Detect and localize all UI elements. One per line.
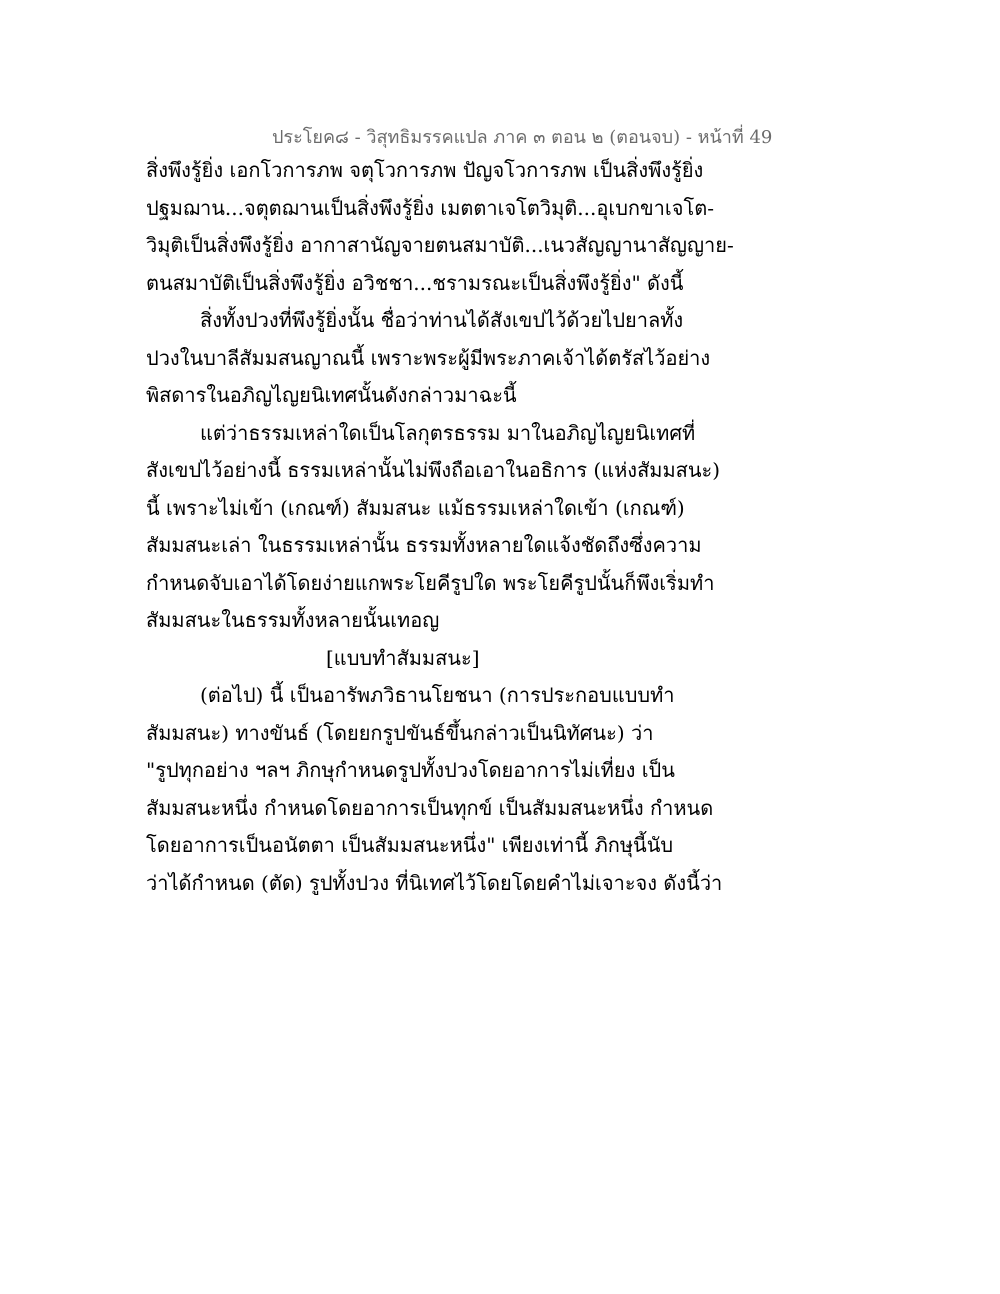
- text-line: วิมุติเป็นสิ่งพึงรู้ยิ่ง อากาสานัญจายตนสมาบัติ...เนวสัญญานาสัญญาย-: [146, 233, 734, 257]
- text-line: สิ่งพึงรู้ยิ่ง เอกโวการภพ จตุโวการภพ ปัญจโวการภพ เป็นสิ่งพึงรู้ยิ่ง: [146, 158, 704, 182]
- paragraph-first-line: สิ่งทั้งปวงที่พึงรู้ยิ่งนั้น ชื่อว่าท่านได้สังเขปไว้ด้วยไปยาลทั้ง: [200, 308, 684, 332]
- text-line: สัมมสนะหนึ่ง กำหนดโดยอาการเป็นทุกข์ เป็นสัมมสนะหนึ่ง กำหนด: [146, 795, 714, 820]
- text-line: พิสดารในอภิญไญยนิเทศนั้นดังกล่าวมาฉะนี้: [146, 383, 517, 407]
- section-heading: [แบบทำสัมมสนะ]: [326, 645, 480, 670]
- text-line: สังเขปไว้อย่างนี้ ธรรมเหล่านั้นไม่พึงถือเอาในอธิการ (แห่งสัมมสนะ): [146, 458, 721, 482]
- page-header: ประโยค๘ - วิสุทธิมรรคแปล ภาค ๓ ตอน ๒ (ตอนจบ) - หน้าที่ 49: [272, 127, 773, 148]
- text-line: ปฐมฌาน...จตุตฌานเป็นสิ่งพึงรู้ยิ่ง เมตตาเจโตวิมุติ...อุเบกขาเจโต-: [146, 195, 714, 220]
- text-line: สัมมสนะในธรรมทั้งหลายนั้นเทอญ: [146, 608, 440, 632]
- text-line: นี้ เพราะไม่เข้า (เกณฑ์) สัมมสนะ แม้ธรรมเหล่าใดเข้า (เกณฑ์): [146, 495, 685, 520]
- text-line: ตนสมาบัติเป็นสิ่งพึงรู้ยิ่ง อวิชชา...ชรามรณะเป็นสิ่งพึงรู้ยิ่ง" ดังนี้: [146, 270, 684, 295]
- paragraph-first-line: (ต่อไป) นี้ เป็นอารัพภวิธานโยชนา (การประกอบแบบทำ: [200, 683, 675, 707]
- paragraph-first-line: แต่ว่าธรรมเหล่าใดเป็นโลกุตรธรรม มาในอภิญไญยนิเทศที่: [200, 420, 696, 445]
- text-line: โดยอาการเป็นอนัตตา เป็นสัมมสนะหนึ่ง" เพียงเท่านี้ ภิกษุนี้นับ: [146, 833, 674, 857]
- text-line: ว่าได้กำหนด (ตัด) รูปทั้งปวง ที่นิเทศไว้โดยโดยคำไม่เจาะจง ดังนี้ว่า: [146, 870, 723, 895]
- text-line: กำหนดจับเอาได้โดยง่ายแกพระโยคีรูปใด พระโยคีรูปนั้นก็พึงเริ่มทำ: [146, 570, 715, 595]
- text-line: สัมมสนะ) ทางขันธ์ (โดยยกรูปขันธ์ขึ้นกล่าวเป็นนิทัศนะ) ว่า: [146, 720, 654, 745]
- text-line: "รูปทุกอย่าง ฯลฯ ภิกษุกำหนดรูปทั้งปวงโดยอาการไม่เที่ยง เป็น: [146, 758, 675, 782]
- text-line: ปวงในบาลีสัมมสนญาณนี้ เพราะพระผู้มีพระภาคเจ้าได้ตรัสไว้อย่าง: [146, 345, 711, 370]
- text-line: สัมมสนะเล่า ในธรรมเหล่านั้น ธรรมทั้งหลายใดแจ้งชัดถึงซึ่งความ: [146, 533, 702, 557]
- body-text: [146, 152, 734, 902]
